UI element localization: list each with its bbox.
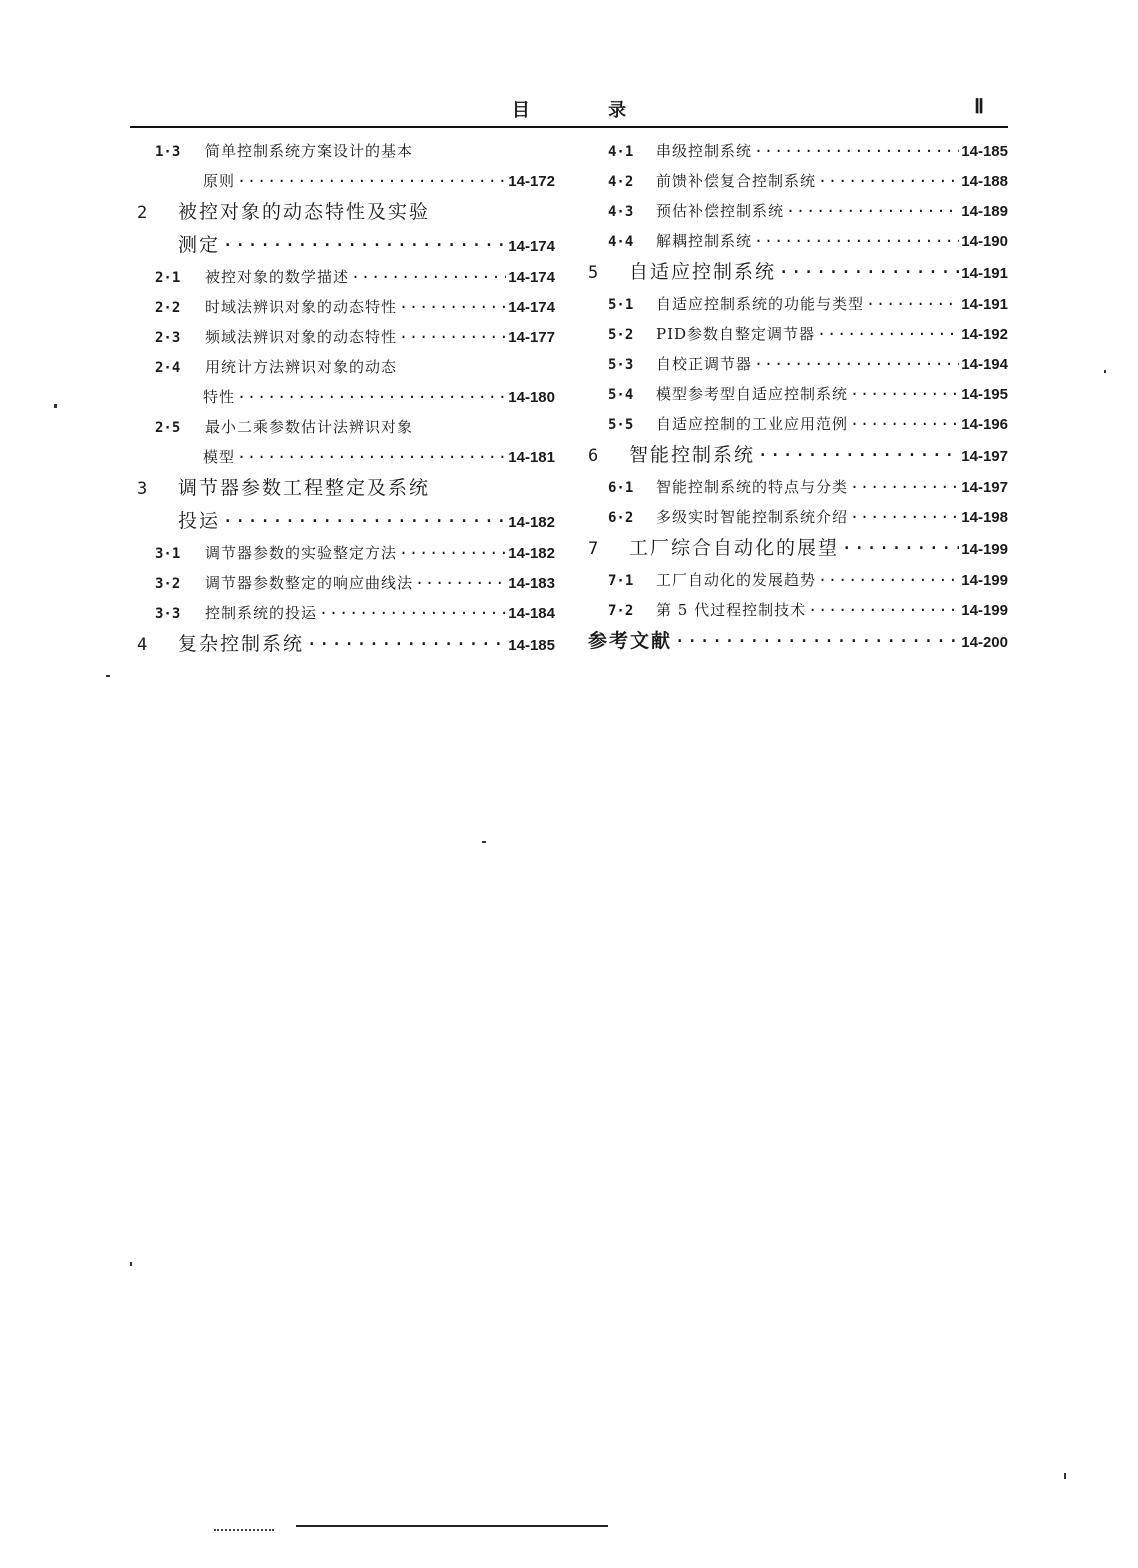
dot-leader — [415, 568, 506, 598]
toc-entry-page: 14-174 — [508, 238, 555, 255]
toc-entry-title: 第 5 代过程控制技术 — [656, 601, 807, 619]
page-header — [130, 92, 1008, 128]
dot-leader — [818, 166, 959, 196]
toc-entry-title: 调节器参数整定的响应曲线法 — [205, 574, 414, 592]
toc-entry-title: 被控对象的数学描述 — [205, 268, 350, 286]
toc-entry — [588, 472, 1008, 502]
toc-entry-title: 复杂控制系统 — [178, 633, 305, 655]
toc-entry-title: 模型参考型自适应控制系统 — [656, 385, 849, 403]
toc-entry-number: 2·1 — [155, 270, 181, 286]
scan-speck — [1064, 1473, 1066, 1479]
toc-entry — [588, 256, 1008, 289]
toc-entry-page: 14-172 — [508, 173, 555, 190]
toc-entry-title: 参考文献 — [588, 630, 673, 652]
toc-entry-page: 14-192 — [961, 326, 1008, 343]
dot-leader — [399, 538, 506, 568]
dot-leader — [808, 595, 959, 625]
toc-entry-page: 14-197 — [961, 479, 1008, 496]
toc-entry-title: 工厂综合自动化的展望 — [629, 537, 840, 559]
toc-entry — [588, 409, 1008, 439]
toc-entry-number: 2 — [137, 203, 148, 223]
toc-entry — [137, 166, 555, 196]
toc-entry-title: 频域法辨识对象的动态特性 — [205, 328, 398, 346]
toc-entry-title: 智能控制系统 — [629, 444, 756, 466]
toc-entry — [137, 292, 555, 322]
dot-leader — [399, 322, 506, 352]
toc-entry — [588, 439, 1008, 472]
toc-entry-page: 14-191 — [961, 296, 1008, 313]
dot-leader — [754, 226, 959, 256]
dot-leader — [757, 439, 959, 472]
toc-entry-title: 简单控制系统方案设计的基本 — [205, 142, 414, 160]
toc-entry-number: 5·4 — [608, 387, 634, 403]
toc-entry-page: 14-188 — [961, 173, 1008, 190]
toc-entry-page: 14-199 — [961, 602, 1008, 619]
toc-entry-page: 14-182 — [508, 514, 555, 531]
page-number: Ⅱ — [974, 96, 984, 118]
toc-entry-number: 6 — [588, 446, 599, 466]
toc-entry-title: PID参数自整定调节器 — [656, 325, 816, 343]
toc-entry-page: 14-190 — [961, 233, 1008, 250]
toc-entry — [588, 136, 1008, 166]
toc-entry-title: 前馈补偿复合控制系统 — [656, 172, 817, 190]
toc-entry-title: 自适应控制系统的功能与类型 — [656, 295, 865, 313]
toc-entry-title: 测定 — [178, 234, 221, 256]
toc-entry-page: 14-174 — [508, 299, 555, 316]
toc-entry — [588, 166, 1008, 196]
toc-entry-number: 4·3 — [608, 204, 634, 220]
toc-entry — [137, 136, 555, 166]
toc-entry-title: 模型 — [203, 448, 236, 466]
scan-speck — [1104, 370, 1106, 373]
dot-leader — [754, 136, 959, 166]
header-rule — [130, 126, 1008, 128]
toc-entry-number: 6·2 — [608, 510, 634, 526]
toc-entry-page: 14-195 — [961, 386, 1008, 403]
toc-entry-title: 投运 — [178, 510, 221, 532]
toc-entry — [137, 628, 555, 661]
toc-entry — [137, 538, 555, 568]
dot-leader — [866, 289, 959, 319]
toc-entry-title: 用统计方法辨识对象的动态 — [205, 358, 398, 376]
dot-leader — [850, 472, 959, 502]
toc-entry-title: 工厂自动化的发展趋势 — [656, 571, 817, 589]
toc-entry-number: 4 — [137, 635, 148, 655]
toc-entry-page: 14-194 — [961, 356, 1008, 373]
toc-entry — [588, 226, 1008, 256]
footer-marks — [214, 1521, 274, 1531]
toc-entry-number: 7·2 — [608, 603, 634, 619]
toc-entry-number: 5·1 — [608, 297, 634, 313]
toc-entry-title: 多级实时智能控制系统介绍 — [656, 508, 849, 526]
toc-entry-number: 6·1 — [608, 480, 634, 496]
toc-entry — [137, 196, 555, 229]
toc-column-right — [588, 136, 1008, 658]
toc-entry — [588, 532, 1008, 565]
dot-leader — [674, 625, 959, 658]
dot-leader — [306, 628, 506, 661]
toc-entry — [137, 472, 555, 505]
toc-entry-page: 14-180 — [508, 389, 555, 406]
toc-entry-title: 自适应控制的工业应用范例 — [656, 415, 849, 433]
toc-entry-number: 3 — [137, 479, 148, 499]
toc-entry — [588, 502, 1008, 532]
toc-entry — [137, 505, 555, 538]
toc-entry-page: 14-196 — [961, 416, 1008, 433]
toc-entry-title: 调节器参数工程整定及系统 — [178, 477, 431, 499]
toc-entry-number: 2·3 — [155, 330, 181, 346]
toc-entry-number: 4·4 — [608, 234, 634, 250]
toc-entry-page: 14-174 — [508, 269, 555, 286]
toc-entry-number: 5·2 — [608, 327, 634, 343]
dot-leader — [237, 442, 506, 472]
toc-entry-page: 14-199 — [961, 572, 1008, 589]
toc-entry — [137, 322, 555, 352]
toc-entry — [137, 262, 555, 292]
toc-entry — [137, 352, 555, 382]
toc-entry-page: 14-182 — [508, 545, 555, 562]
scan-speck — [106, 675, 110, 677]
toc-entry-title: 自适应控制系统 — [629, 261, 777, 283]
toc-entry — [137, 598, 555, 628]
toc-entry-title: 控制系统的投运 — [205, 604, 318, 622]
toc-entry-number: 2·4 — [155, 360, 181, 376]
toc-entry-number: 3·1 — [155, 546, 181, 562]
toc-entry-title: 特性 — [203, 388, 236, 406]
toc-entry-page: 14-189 — [961, 203, 1008, 220]
toc-entry-number: 7·1 — [608, 573, 634, 589]
dot-leader — [754, 349, 959, 379]
toc-entry — [137, 412, 555, 442]
toc-entry-title: 被控对象的动态特性及实验 — [178, 201, 431, 223]
toc-entry-page: 14-185 — [508, 637, 555, 654]
toc-entry-title: 原则 — [203, 172, 236, 190]
toc-entry — [137, 382, 555, 412]
toc-entry-title: 最小二乘参数估计法辨识对象 — [205, 418, 414, 436]
toc-entry — [588, 595, 1008, 625]
toc-entry-number: 5·3 — [608, 357, 634, 373]
toc-entry-number: 3·3 — [155, 606, 181, 622]
toc-entry — [137, 568, 555, 598]
scan-speck — [130, 1262, 132, 1266]
toc-entry-page: 14-181 — [508, 449, 555, 466]
toc-entry-title: 自校正调节器 — [656, 355, 753, 373]
toc-entry-number: 7 — [588, 539, 599, 559]
toc-entry-page: 14-183 — [508, 575, 555, 592]
toc-entry-number: 2·2 — [155, 300, 181, 316]
toc-entry-title: 预估补偿控制系统 — [656, 202, 785, 220]
dot-leader — [841, 532, 959, 565]
toc-entry-page: 14-185 — [961, 143, 1008, 160]
toc-entry-page: 14-191 — [961, 265, 1008, 282]
dot-leader — [222, 229, 506, 262]
dot-leader — [850, 409, 959, 439]
toc-entry-number: 1·3 — [155, 144, 181, 160]
toc-entry-page: 14-198 — [961, 509, 1008, 526]
toc-entry-page: 14-197 — [961, 448, 1008, 465]
dot-leader — [778, 256, 959, 289]
dot-leader — [351, 262, 506, 292]
dot-leader — [319, 598, 506, 628]
toc-entry-title: 时域法辨识对象的动态特性 — [205, 298, 398, 316]
toc-entry — [588, 379, 1008, 409]
dot-leader — [237, 166, 506, 196]
toc-entry — [588, 565, 1008, 595]
toc-entry-page: 14-184 — [508, 605, 555, 622]
dot-leader — [850, 502, 959, 532]
toc-entry — [588, 196, 1008, 226]
dot-leader — [222, 505, 506, 538]
toc-entry-number: 3·2 — [155, 576, 181, 592]
footer-rule — [296, 1525, 608, 1527]
toc-entry-title: 串级控制系统 — [656, 142, 753, 160]
toc-entry-number: 2·5 — [155, 420, 181, 436]
toc-entry-title: 智能控制系统的特点与分类 — [656, 478, 849, 496]
toc-entry — [588, 625, 1008, 658]
toc-entry — [588, 289, 1008, 319]
toc-entry-number: 5 — [588, 263, 599, 283]
toc-entry-page: 14-199 — [961, 541, 1008, 558]
toc-entry-page: 14-200 — [961, 634, 1008, 651]
dot-leader — [237, 382, 506, 412]
toc-entry — [588, 349, 1008, 379]
toc-entry-title: 调节器参数的实验整定方法 — [205, 544, 398, 562]
scan-speck — [482, 841, 486, 843]
scan-speck — [54, 404, 57, 408]
dot-leader — [786, 196, 959, 226]
toc-entry — [137, 442, 555, 472]
toc-entry-number: 4·2 — [608, 174, 634, 190]
toc-entry-number: 4·1 — [608, 144, 634, 160]
toc-column-left — [137, 136, 555, 661]
toc-entry-number: 5·5 — [608, 417, 634, 433]
toc-entry-title: 解耦控制系统 — [656, 232, 753, 250]
dot-leader — [817, 319, 959, 349]
dot-leader — [399, 292, 506, 322]
dot-leader — [818, 565, 959, 595]
dot-leader — [850, 379, 959, 409]
page-title: 目 录 — [511, 100, 663, 121]
toc-entry-page: 14-177 — [508, 329, 555, 346]
toc-entry — [588, 319, 1008, 349]
toc-entry — [137, 229, 555, 262]
